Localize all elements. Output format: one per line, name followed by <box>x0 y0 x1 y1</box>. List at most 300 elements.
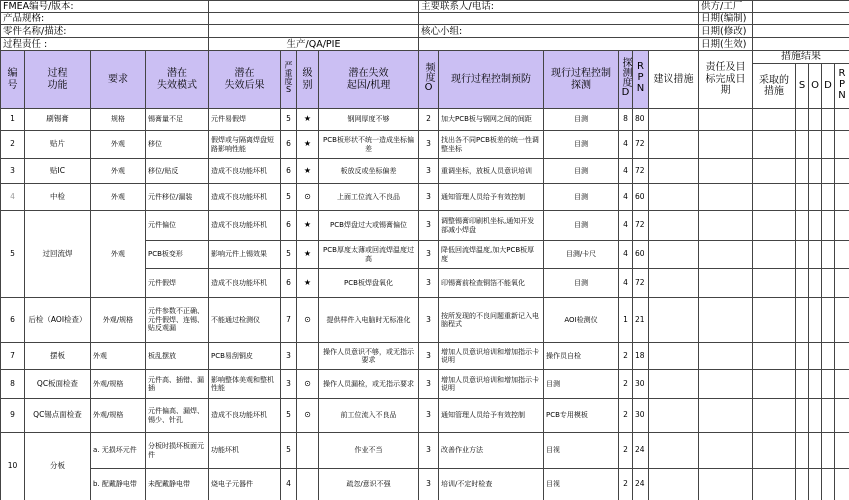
cell-failure-effect: 元件易假焊 <box>209 109 281 131</box>
cell-result-rpn <box>835 131 849 159</box>
cell-result-rpn <box>835 343 849 370</box>
cell-rpn: 72 <box>633 269 649 298</box>
cell-result-rpn <box>835 433 849 469</box>
contact-label: 主要联系人/电话: <box>419 1 699 13</box>
table-row <box>1 370 849 399</box>
table-row <box>1 131 849 159</box>
sheet-info-block <box>1 1 849 51</box>
cell-process: 刷锡膏 <box>25 109 91 131</box>
col-header-failure-mode: 潜在 失效模式 <box>146 51 209 109</box>
cell-cause: 提供样件入电脑时无标准化 <box>319 298 419 343</box>
col-header-detection-control: 现行过程控制 探测 <box>544 51 619 109</box>
cell-result-o <box>809 159 822 184</box>
cell-requirement: b. 配戴静电带 <box>91 469 146 500</box>
cell-result-o <box>809 433 822 469</box>
cell-classification: ★ <box>297 211 319 241</box>
col-header-action-taken: 采取的 措施 <box>753 64 796 109</box>
cell-action-taken <box>753 433 796 469</box>
cell-severity: 5 <box>281 433 297 469</box>
cell-failure-effect: 功能坏机 <box>209 433 281 469</box>
detection-header-text: 探测度D <box>620 57 632 99</box>
cell-occurrence: 3 <box>419 241 439 269</box>
cell-classification <box>297 433 319 469</box>
cell-rpn: 80 <box>633 109 649 131</box>
cell-occurrence: 3 <box>419 469 439 500</box>
cell-result-s <box>796 370 809 399</box>
cell-result-s <box>796 211 809 241</box>
process-owner-label: 过程责任 : <box>1 38 209 51</box>
cell-detection: 4 <box>619 131 633 159</box>
info-row <box>1 38 849 51</box>
cell-recommended-action <box>649 298 699 343</box>
cell-severity: 3 <box>281 343 297 370</box>
date-effective-value <box>753 38 849 51</box>
table-row <box>1 298 849 343</box>
cell-result-rpn <box>835 399 849 433</box>
cell-responsibility <box>699 184 753 211</box>
cell-classification: ★ <box>297 131 319 159</box>
cell-prevention: 降低回流焊温度,加大PCB板厚度 <box>439 241 544 269</box>
cell-result-d <box>822 469 835 500</box>
cell-responsibility <box>699 269 753 298</box>
cell-action-taken <box>753 184 796 211</box>
cell-severity: 5 <box>281 241 297 269</box>
date-prepared-label: 日期(编制) <box>699 13 753 25</box>
col-header-failure-effect: 潜在 失效后果 <box>209 51 281 109</box>
cell-detection-control: AOI检测仪 <box>544 298 619 343</box>
col-header-rpn <box>633 51 649 109</box>
cell-result-o <box>809 298 822 343</box>
supplier-label: 供方/工厂 <box>699 1 753 13</box>
cell-no: 1 <box>1 109 25 131</box>
cell-responsibility <box>699 159 753 184</box>
cell-cause: PCB板焊盘氧化 <box>319 269 419 298</box>
cell-action-taken <box>753 211 796 241</box>
cell-process: 后检（AOI检查） <box>25 298 91 343</box>
cell-result-rpn <box>835 184 849 211</box>
cell-severity: 6 <box>281 269 297 298</box>
cell-recommended-action <box>649 433 699 469</box>
cell-rpn: 18 <box>633 343 649 370</box>
cell-severity: 5 <box>281 109 297 131</box>
cell-requirement: 外观 <box>91 343 146 370</box>
cell-action-taken <box>753 269 796 298</box>
cell-result-d <box>822 241 835 269</box>
cell-detection: 8 <box>619 109 633 131</box>
col-header-cause: 潜在失效 起因/机理 <box>319 51 419 109</box>
cell-result-s <box>796 269 809 298</box>
process-owner-value: 生产/QA/PIE <box>209 38 419 51</box>
table-row <box>1 469 849 500</box>
cell-detection: 4 <box>619 184 633 211</box>
cell-responsibility <box>699 399 753 433</box>
result-rpn-header-text: RPN <box>836 67 848 101</box>
cell-result-d <box>822 433 835 469</box>
cell-requirement: 规格 <box>91 109 146 131</box>
col-header-result-d: D <box>822 64 835 109</box>
cell-responsibility <box>699 241 753 269</box>
cell-requirement: 外观 <box>91 159 146 184</box>
cell-classification <box>297 469 319 500</box>
severity-header-text: 严重度S <box>284 61 294 95</box>
cell-action-taken <box>753 399 796 433</box>
cell-classification <box>297 343 319 370</box>
part-name-value <box>209 25 419 38</box>
cell-result-o <box>809 241 822 269</box>
cell-prevention: 按所发现的不良问题重新记入电脑程式 <box>439 298 544 343</box>
cell-classification: ★ <box>297 109 319 131</box>
cell-responsibility <box>699 131 753 159</box>
cell-severity: 5 <box>281 184 297 211</box>
cell-failure-mode: 元件偏位 <box>146 211 209 241</box>
cell-prevention: 加大PCB板与钢网之间的间距 <box>439 109 544 131</box>
cell-cause: PCB板形状不统一造成坐标偏差 <box>319 131 419 159</box>
cell-detection: 4 <box>619 159 633 184</box>
cell-result-o <box>809 131 822 159</box>
cell-prevention: 改善作业方法 <box>439 433 544 469</box>
cell-recommended-action <box>649 269 699 298</box>
cell-action-taken <box>753 131 796 159</box>
cell-responsibility <box>699 433 753 469</box>
col-header-prevention: 现行过程控制预防 <box>439 51 544 109</box>
col-header-result-o: O <box>809 64 822 109</box>
cell-no: 5 <box>1 211 25 298</box>
cell-action-taken <box>753 469 796 500</box>
cell-severity: 3 <box>281 370 297 399</box>
cell-action-taken <box>753 241 796 269</box>
cell-failure-effect: 假焊或与隔离焊盘短路影响性能 <box>209 131 281 159</box>
cell-responsibility <box>699 211 753 241</box>
cell-no: 10 <box>1 433 25 500</box>
cell-recommended-action <box>649 184 699 211</box>
cell-responsibility <box>699 298 753 343</box>
date-effective-label: 日期(生效) <box>699 38 753 51</box>
cell-classification: ⊙ <box>297 184 319 211</box>
cell-rpn: 72 <box>633 211 649 241</box>
cell-result-o <box>809 343 822 370</box>
supplier-value <box>753 1 849 13</box>
cell-rpn: 24 <box>633 433 649 469</box>
cell-recommended-action <box>649 159 699 184</box>
cell-failure-mode: 元件参数不正确、元件假焊、连锡、贴反观漏 <box>146 298 209 343</box>
cell-detection: 2 <box>619 343 633 370</box>
cell-failure-mode: 板乱摆放 <box>146 343 209 370</box>
cell-severity: 7 <box>281 298 297 343</box>
cell-occurrence: 3 <box>419 399 439 433</box>
cell-failure-effect: 造成不良功能坏机 <box>209 184 281 211</box>
info-row <box>1 1 849 13</box>
cell-detection: 2 <box>619 399 633 433</box>
cell-occurrence: 3 <box>419 370 439 399</box>
cell-failure-effect: 影响元件上锡效果 <box>209 241 281 269</box>
cell-detection-control: 目测 <box>544 211 619 241</box>
col-header-action-results: 措施结果 <box>753 51 849 64</box>
cell-recommended-action <box>649 211 699 241</box>
cell-detection-control: 目视 <box>544 469 619 500</box>
col-header-result-s: S <box>796 64 809 109</box>
cell-process: 中检 <box>25 184 91 211</box>
date-revised-value <box>753 25 849 38</box>
cell-failure-mode: 移位 <box>146 131 209 159</box>
cell-responsibility <box>699 469 753 500</box>
cell-detection: 1 <box>619 298 633 343</box>
product-spec-value <box>209 13 419 25</box>
cell-result-d <box>822 298 835 343</box>
cell-failure-effect: 影响整体美观和整机性能 <box>209 370 281 399</box>
cell-responsibility <box>699 370 753 399</box>
cell-rpn: 72 <box>633 131 649 159</box>
cell-recommended-action <box>649 399 699 433</box>
cell-detection-control: 操作员自检 <box>544 343 619 370</box>
cell-result-s <box>796 109 809 131</box>
fmea-number-value <box>209 1 419 13</box>
cell-result-o <box>809 269 822 298</box>
col-header-no: 编 号 <box>1 51 25 109</box>
cell-result-d <box>822 370 835 399</box>
cell-prevention: 调整锡膏印刷机坐标,通知开发部减小焊盘 <box>439 211 544 241</box>
cell-rpn: 30 <box>633 399 649 433</box>
cell-result-rpn <box>835 159 849 184</box>
cell-responsibility <box>699 343 753 370</box>
cell-cause: 疏忽/意识不强 <box>319 469 419 500</box>
cell-classification: ⊙ <box>297 298 319 343</box>
cell-no: 3 <box>1 159 25 184</box>
cell-recommended-action <box>649 469 699 500</box>
cell-no: 9 <box>1 399 25 433</box>
col-header-classification: 级 别 <box>297 51 319 109</box>
cell-result-o <box>809 370 822 399</box>
cell-requirement: 外观/规格 <box>91 370 146 399</box>
cell-recommended-action <box>649 131 699 159</box>
cell-result-d <box>822 343 835 370</box>
core-team-label: 核心小组: <box>419 25 699 38</box>
cell-failure-mode: 元件假焊 <box>146 269 209 298</box>
cell-occurrence: 3 <box>419 159 439 184</box>
cell-detection-control: 目测 <box>544 370 619 399</box>
cell-recommended-action <box>649 343 699 370</box>
cell-detection: 2 <box>619 370 633 399</box>
cell-prevention: 增加人员意识培训和增加指示卡说明 <box>439 370 544 399</box>
cell-failure-effect: 不能通过检测仪 <box>209 298 281 343</box>
info-row <box>1 25 849 38</box>
cell-failure-effect: 烧电子元器件 <box>209 469 281 500</box>
cell-classification: ⊙ <box>297 399 319 433</box>
cell-severity: 6 <box>281 211 297 241</box>
cell-process: QC锡点面检查 <box>25 399 91 433</box>
cell-classification: ⊙ <box>297 370 319 399</box>
cell-detection-control: 目测/卡尺 <box>544 241 619 269</box>
cell-failure-mode: 元件高、插错、漏插 <box>146 370 209 399</box>
cell-cause: 操作人员意识不够，或无指示要求 <box>319 343 419 370</box>
cell-occurrence: 3 <box>419 131 439 159</box>
cell-detection-control: 目测 <box>544 109 619 131</box>
part-name-label: 零件名称/描述: <box>1 25 209 38</box>
cell-result-o <box>809 211 822 241</box>
table-row <box>1 159 849 184</box>
col-header-severity <box>281 51 297 109</box>
cell-result-rpn <box>835 269 849 298</box>
cell-process: 贴IC <box>25 159 91 184</box>
cell-severity: 5 <box>281 399 297 433</box>
cell-failure-mode: PCB板变形 <box>146 241 209 269</box>
cell-action-taken <box>753 370 796 399</box>
date-prepared-value <box>753 13 849 25</box>
fmea-data-block <box>1 109 849 500</box>
table-row <box>1 109 849 131</box>
cell-result-rpn <box>835 241 849 269</box>
cell-cause: PCB厚度太薄或回流焊温度过高 <box>319 241 419 269</box>
cell-result-o <box>809 399 822 433</box>
cell-result-s <box>796 433 809 469</box>
cell-prevention: 培训/不定时检查 <box>439 469 544 500</box>
cell-result-s <box>796 469 809 500</box>
cell-rpn: 72 <box>633 159 649 184</box>
cell-result-s <box>796 343 809 370</box>
cell-detection-control: 目测 <box>544 159 619 184</box>
cell-result-d <box>822 159 835 184</box>
cell-action-taken <box>753 343 796 370</box>
col-header-requirement: 要求 <box>91 51 146 109</box>
cell-classification: ★ <box>297 159 319 184</box>
rpn-header-text: RPN <box>635 61 647 95</box>
cell-detection: 4 <box>619 211 633 241</box>
cell-process: QC板面检查 <box>25 370 91 399</box>
product-spec-label: 产品规格: <box>1 13 209 25</box>
cell-failure-mode: 元件移位/漏装 <box>146 184 209 211</box>
cell-result-s <box>796 131 809 159</box>
cell-cause: 操作人员漏检，或无指示要求 <box>319 370 419 399</box>
cell-occurrence: 3 <box>419 269 439 298</box>
cell-no: 4 <box>1 184 25 211</box>
cell-result-rpn <box>835 370 849 399</box>
cell-process: 摆板 <box>25 343 91 370</box>
cell-occurrence: 3 <box>419 211 439 241</box>
cell-action-taken <box>753 159 796 184</box>
cell-prevention: 找出各不同PCB板差的统一性调整坐标 <box>439 131 544 159</box>
cell-result-o <box>809 184 822 211</box>
cell-failure-effect: 造成不良功能坏机 <box>209 159 281 184</box>
cell-process: 贴片 <box>25 131 91 159</box>
cell-requirement: 外观 <box>91 131 146 159</box>
column-header-block <box>1 51 849 109</box>
cell-severity: 4 <box>281 469 297 500</box>
cell-result-s <box>796 241 809 269</box>
cell-requirement: 外观/规格 <box>91 399 146 433</box>
cell-occurrence: 3 <box>419 433 439 469</box>
cell-result-rpn <box>835 211 849 241</box>
cell-action-taken <box>753 109 796 131</box>
cell-requirement: 外观 <box>91 184 146 211</box>
blank-cell <box>419 13 699 25</box>
cell-no: 8 <box>1 370 25 399</box>
cell-responsibility <box>699 109 753 131</box>
cell-no: 6 <box>1 298 25 343</box>
cell-failure-mode: 分板时损坏板面元件 <box>146 433 209 469</box>
cell-detection-control: 目测 <box>544 269 619 298</box>
cell-detection-control: PCB专用模板 <box>544 399 619 433</box>
cell-result-d <box>822 109 835 131</box>
cell-detection: 4 <box>619 269 633 298</box>
cell-result-d <box>822 211 835 241</box>
cell-rpn: 24 <box>633 469 649 500</box>
cell-cause: 前工位流入不良品 <box>319 399 419 433</box>
cell-failure-effect: 造成不良功能坏机 <box>209 399 281 433</box>
cell-recommended-action <box>649 241 699 269</box>
col-header-recommended-action: 建议措施 <box>649 51 699 109</box>
col-header-result-rpn <box>835 64 849 109</box>
cell-prevention: 印锡膏前检查铜箔不能氧化 <box>439 269 544 298</box>
cell-failure-effect: PCB易刮铜皮 <box>209 343 281 370</box>
cell-prevention: 通知管理人员给予有效控制 <box>439 399 544 433</box>
cell-result-s <box>796 399 809 433</box>
fmea-number-label: FMEA编号/版本: <box>1 1 209 13</box>
cell-failure-mode: 锡膏量不足 <box>146 109 209 131</box>
cell-rpn: 21 <box>633 298 649 343</box>
cell-occurrence: 3 <box>419 184 439 211</box>
table-row <box>1 184 849 211</box>
cell-cause: 板放反或坐标偏差 <box>319 159 419 184</box>
cell-cause: 钢网厚度不够 <box>319 109 419 131</box>
cell-classification: ★ <box>297 241 319 269</box>
cell-requirement: 外观 <box>91 211 146 298</box>
cell-classification: ★ <box>297 269 319 298</box>
cell-result-rpn <box>835 298 849 343</box>
cell-cause: 作业不当 <box>319 433 419 469</box>
cell-recommended-action <box>649 370 699 399</box>
cell-requirement: 外观/规格 <box>91 298 146 343</box>
cell-process: 分板 <box>25 433 91 500</box>
cell-prevention: 增加人员意识培训和增加指示卡说明 <box>439 343 544 370</box>
cell-occurrence: 2 <box>419 109 439 131</box>
table-row <box>1 343 849 370</box>
cell-detection-control: 目测 <box>544 131 619 159</box>
table-row <box>1 399 849 433</box>
cell-detection-control: 目视 <box>544 433 619 469</box>
cell-failure-effect: 造成不良功能坏机 <box>209 211 281 241</box>
table-row <box>1 211 849 241</box>
cell-rpn: 60 <box>633 184 649 211</box>
cell-requirement: a. 无损坏元件 <box>91 433 146 469</box>
cell-rpn: 60 <box>633 241 649 269</box>
col-header-process: 过程 功能 <box>25 51 91 109</box>
col-header-occurrence <box>419 51 439 109</box>
cell-result-o <box>809 469 822 500</box>
cell-failure-mode: 元件偏高、漏焊、锡少、针孔 <box>146 399 209 433</box>
cell-process: 过回流焊 <box>25 211 91 298</box>
cell-result-s <box>796 298 809 343</box>
cell-detection: 2 <box>619 433 633 469</box>
cell-severity: 6 <box>281 159 297 184</box>
cell-detection: 4 <box>619 241 633 269</box>
cell-cause: 上面工位流入不良品 <box>319 184 419 211</box>
cell-action-taken <box>753 298 796 343</box>
col-header-detection <box>619 51 633 109</box>
cell-result-d <box>822 269 835 298</box>
cell-occurrence: 3 <box>419 343 439 370</box>
column-header-row <box>1 51 849 64</box>
cell-result-s <box>796 159 809 184</box>
cell-result-d <box>822 131 835 159</box>
cell-no: 7 <box>1 343 25 370</box>
blank-cell <box>419 38 699 51</box>
cell-detection: 2 <box>619 469 633 500</box>
cell-result-d <box>822 184 835 211</box>
cell-failure-effect: 造成不良功能坏机 <box>209 269 281 298</box>
table-row <box>1 433 849 469</box>
cell-result-o <box>809 109 822 131</box>
cell-no: 2 <box>1 131 25 159</box>
cell-result-s <box>796 184 809 211</box>
